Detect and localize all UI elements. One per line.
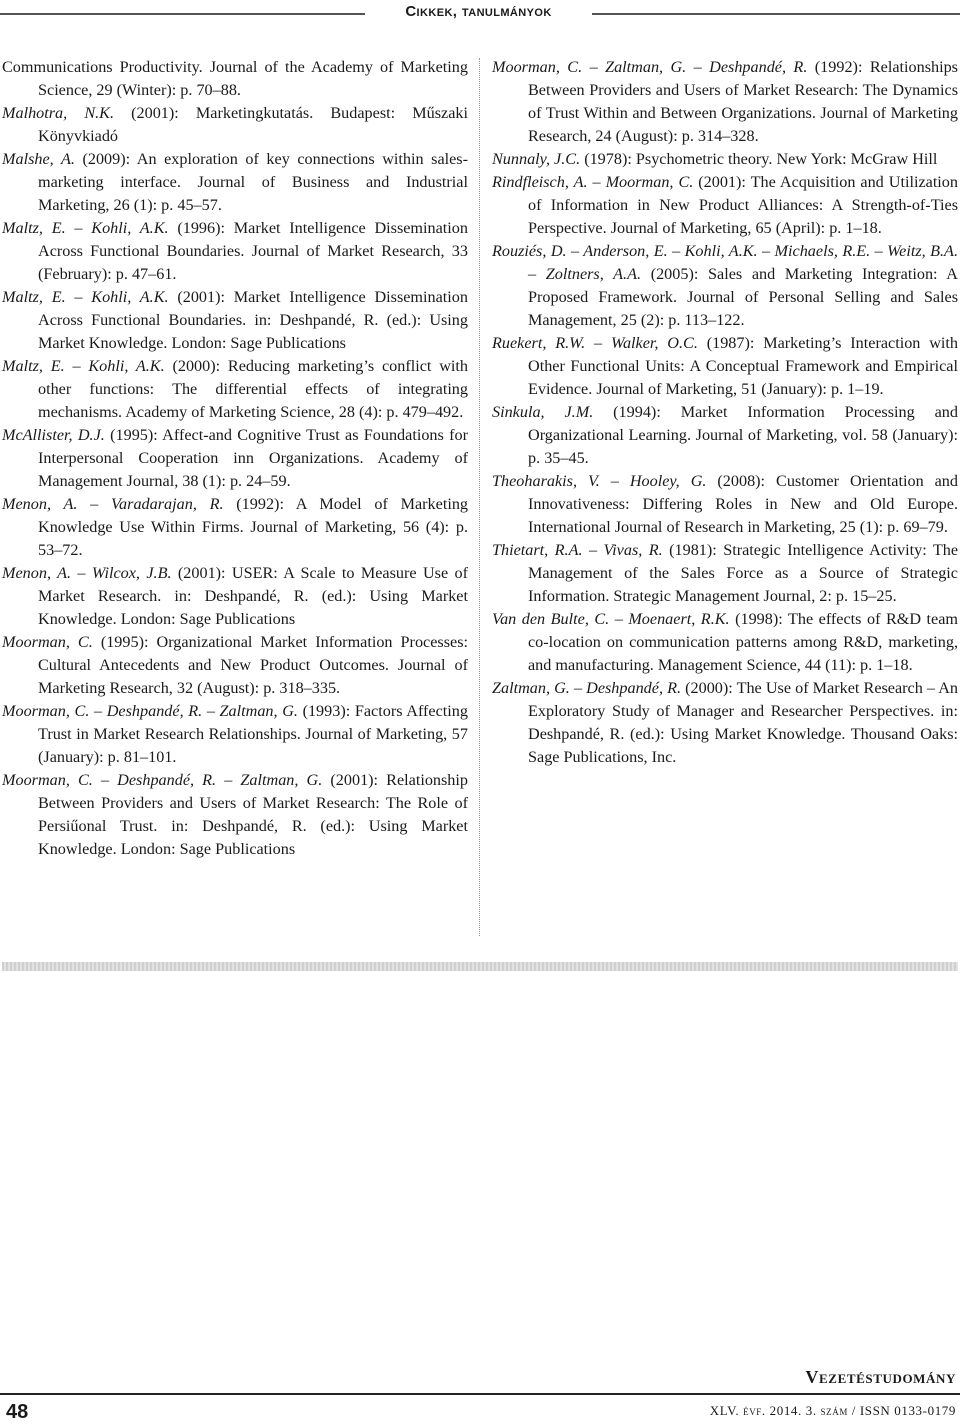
journal-title: Vezetéstudomány bbox=[805, 1367, 956, 1387]
reference-details: (2001): USER: A Scale to Measure Use of Market Research. in: Deshpandé, R. (ed.): Using Market Knowledge. London: Sage Publications bbox=[38, 564, 469, 628]
reference-authors: Theoharakis, V. – Hooley, G. bbox=[492, 472, 707, 490]
reference-entry bbox=[492, 171, 958, 240]
reference-entry bbox=[2, 424, 468, 493]
reference-entry bbox=[492, 401, 958, 470]
running-header bbox=[0, 0, 960, 28]
reference-details: (1978): Psychometric theory. New York: McGraw Hill bbox=[580, 150, 938, 168]
reference-details: (1995): Organizational Market Information Processes: Cultural Antecedents and New Product Outcomes. Journal of Marketing Research, 32 (August): p. 318–335. bbox=[38, 633, 468, 697]
reference-authors: Sinkula, J.M. bbox=[492, 403, 594, 421]
section-title: Cikkek, tanulmányok bbox=[405, 3, 552, 20]
reference-authors: Van den Bulte, C. – Moenaert, R.K. bbox=[492, 610, 730, 628]
reference-entry bbox=[492, 539, 958, 608]
reference-authors: Moorman, C. – Deshpandé, R. – Zaltman, G. bbox=[2, 702, 298, 720]
reference-details: (1992): Relationships Between Providers and Users of Market Research: The Dynamics of Trust Within and Between Organizations. Journal of Marketing Research, 24 (August): p. 314–328. bbox=[528, 58, 958, 145]
reference-authors: Moorman, C. – Zaltman, G. – Deshpandé, R. bbox=[492, 58, 808, 76]
reference-details: (1993): Factors Affecting Trust in Market Research Relationships. Journal of Marketing, 57 (January): p. 81–101. bbox=[38, 702, 468, 766]
reference-authors: Zaltman, G. – Deshpandé, R. bbox=[492, 679, 682, 697]
header-rule-left bbox=[0, 13, 365, 15]
reference-entry bbox=[492, 148, 958, 171]
reference-authors: Thietart, R.A. – Vivas, R. bbox=[492, 541, 663, 559]
reference-details: (1992): A Model of Marketing Knowledge Use Within Firms. Journal of Marketing, 56 (4): p. 53–72. bbox=[38, 495, 469, 559]
reference-details: (2001): Relationship Between Providers and Users of Market Research: The Role of Persiűonal Trust. in: Deshpandé, R. (ed.): Using Market Knowledge. London: Sage Publications bbox=[38, 771, 468, 858]
column-divider bbox=[479, 58, 480, 936]
reference-entry bbox=[492, 240, 958, 332]
reference-entry bbox=[492, 677, 958, 769]
reference-authors: McAllister, D.J. bbox=[2, 426, 105, 444]
reference-details: (1998): The effects of R&D team co-location on communication patterns among R&D, marketing, and manufacturing. Management Science, 44 (11): p. 1–18. bbox=[528, 610, 959, 674]
reference-authors: Rindfleisch, A. – Moorman, C. bbox=[492, 173, 694, 191]
reference-entry bbox=[2, 631, 468, 700]
reference-details: (2008): Customer Orientation and Innovativeness: Differing Roles in New and Old Europe. International Journal of Research in Marketing, 25 (1): p. 69–79. bbox=[528, 472, 958, 536]
reference-entry bbox=[2, 286, 468, 355]
reference-details: (2001): Market Intelligence Dissemination Across Functional Boundaries. in: Deshpandé, R. (ed.): Using Market Knowledge. London: Sage Publications bbox=[38, 288, 468, 352]
reference-entry bbox=[2, 700, 468, 769]
reference-authors: Menon, A. – Wilcox, J.B. bbox=[2, 564, 172, 582]
reference-authors: Malshe, A. bbox=[2, 150, 75, 168]
reference-details: (2009): An exploration of key connections within sales-marketing interface. Journal of Business and Industrial Marketing, 26 (1): p. 45–57. bbox=[38, 150, 469, 214]
reference-authors: Maltz, E. – Kohli, A.K. bbox=[2, 288, 169, 306]
reference-authors: Menon, A. – Varadarajan, R. bbox=[2, 495, 224, 513]
reference-details: (2001): Marketingkutatás. Budapest: Műszaki Könyvkiadó bbox=[38, 104, 468, 145]
reference-authors: Moorman, C. bbox=[2, 633, 93, 651]
reference-entry bbox=[2, 355, 468, 424]
reference-entry bbox=[2, 148, 468, 217]
header-rule-right bbox=[592, 13, 960, 15]
reference-details: Communications Productivity. Journal of the Academy of Marketing Science, 29 (Winter): p. 70–88. bbox=[2, 58, 468, 99]
reference-entry bbox=[492, 56, 958, 148]
reference-entry bbox=[2, 769, 468, 861]
footer-rule bbox=[0, 1393, 960, 1395]
references-right-column bbox=[492, 56, 958, 769]
reference-entry bbox=[2, 562, 468, 631]
reference-entry bbox=[492, 608, 958, 677]
reference-entry bbox=[2, 102, 468, 148]
references-left-column bbox=[2, 56, 468, 861]
reference-details: (2000): Reducing marketing’s conflict with other functions: The differential effects of integrating mechanisms. Academy of Marketing Science, 28 (4): p. 479–492. bbox=[38, 357, 468, 421]
reference-authors: Maltz, E. – Kohli, A.K. bbox=[2, 219, 169, 237]
reference-details: (2001): The Acquisition and Utilization of Information in New Product Alliances: A Strength-of-Ties Perspective. Journal of Marketing, 65 (April): p. 1–18. bbox=[528, 173, 958, 237]
reference-details: (1981): Strategic Intelligence Activity: The Management of the Sales Force as a Source of Strategic Information. Strategic Management Journal, 2: p. 15–25. bbox=[528, 541, 959, 605]
reference-authors: Ruekert, R.W. – Walker, O.C. bbox=[492, 334, 698, 352]
reference-details: (2000): The Use of Market Research – An Exploratory Study of Manager and Researcher Perspectives. in: Deshpandé, R. (ed.): Using Market Knowledge. Thousand Oaks: Sage Publications, Inc. bbox=[528, 679, 959, 766]
reference-entry bbox=[2, 56, 468, 102]
reference-authors: Maltz, E. – Kohli, A.K. bbox=[2, 357, 165, 375]
reference-authors: Moorman, C. – Deshpandé, R. – Zaltman, G. bbox=[2, 771, 323, 789]
reference-entry bbox=[492, 332, 958, 401]
reference-details: (1987): Marketing’s Interaction with Other Functional Units: A Conceptual Framework and Empirical Evidence. Journal of Marketing, 51 (January): p. 1–19. bbox=[528, 334, 958, 398]
reference-details: (1995): Affect-and Cognitive Trust as Foundations for Interpersonal Cooperation inn Organizations. Academy of Management Journal, 38 (1): p. 24–59. bbox=[38, 426, 468, 490]
reference-details: (1996): Market Intelligence Dissemination Across Functional Boundaries. Journal of Market Research, 33 (February): p. 47–61. bbox=[38, 219, 468, 283]
issue-info: XLV. évf. 2014. 3. szám / ISSN 0133-0179 bbox=[709, 1403, 956, 1418]
reference-authors: Malhotra, N.K. bbox=[2, 104, 115, 122]
reference-authors: Rouziés, D. – Anderson, E. – Kohli, A.K. – Michaels, R.E. – Weitz, B.A. – Zoltners, A.A. bbox=[492, 242, 958, 283]
reference-details: (1994): Market Information Processing and Organizational Learning. Journal of Marketing, vol. 58 (January): p. 35–45. bbox=[528, 403, 958, 467]
footer-decorative-band bbox=[2, 962, 958, 971]
reference-authors: Nunnaly, J.C. bbox=[492, 150, 581, 168]
reference-entry bbox=[2, 217, 468, 286]
reference-entry bbox=[2, 493, 468, 562]
page-number: 48 bbox=[6, 1401, 29, 1423]
reference-entry bbox=[492, 470, 958, 539]
reference-details: (2005): Sales and Marketing Integration: A Proposed Framework. Journal of Personal Selling and Sales Management, 25 (2): p. 113–122. bbox=[528, 265, 958, 329]
